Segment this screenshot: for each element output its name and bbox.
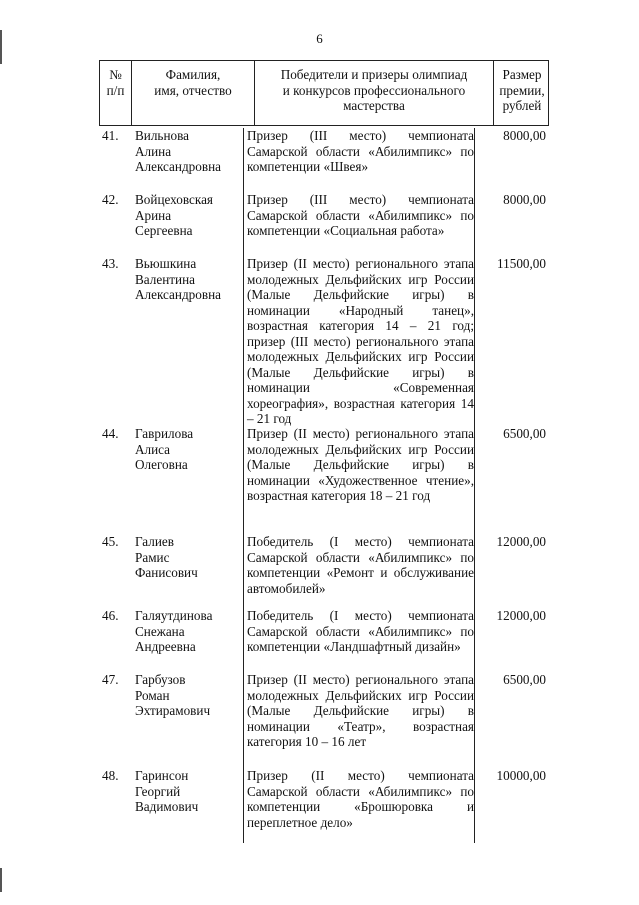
row-achievement-cell	[243, 672, 475, 768]
row-amount: 12000,00	[496, 608, 546, 623]
row-number: 43.	[102, 256, 119, 271]
scan-edge-mark	[0, 30, 2, 64]
row-achievement: Победитель (I место) чемпионата Самарской области «Абилимпикс» по компетенции «Ландшафтный дизайн»	[247, 608, 474, 654]
row-amount: 12000,00	[496, 534, 546, 549]
row-achievement-cell	[243, 768, 475, 843]
scan-edge-mark	[0, 868, 2, 892]
row-name: Галиев Рамис Фанисович	[135, 534, 198, 580]
row-amount: 6500,00	[503, 426, 546, 441]
row-number: 42.	[102, 192, 119, 207]
row-amount: 10000,00	[496, 768, 546, 783]
row-achievement: Призер (III место) чемпионата Самарской области «Абилимпикс» по компетенции «Социальная работа»	[247, 192, 474, 238]
row-number: 44.	[102, 426, 119, 441]
row-achievement-cell	[243, 192, 475, 256]
row-achievement-cell	[243, 426, 475, 534]
row-name: Галяутдинова Снежана Андреевна	[135, 608, 213, 654]
row-amount: 8000,00	[503, 192, 546, 207]
table-header	[99, 60, 549, 126]
row-name: Войцеховская Арина Сергеевна	[135, 192, 213, 238]
row-number: 46.	[102, 608, 119, 623]
header-achievement: Победители и призеры олимпиад и конкурсов профессионального мастерства	[255, 61, 494, 125]
row-achievement-cell	[243, 608, 475, 672]
page-number: 6	[316, 31, 323, 46]
row-amount: 11500,00	[497, 256, 546, 271]
header-number: № п/п	[100, 61, 132, 125]
row-achievement-cell	[243, 256, 475, 426]
row-number: 41.	[102, 128, 119, 143]
row-achievement: Призер (II место) регионального этапа молодежных Дельфийских игр России (Малые Дельфийские игры) в номинации «Театр», возрастная категория 10 – 16 лет	[247, 672, 474, 749]
row-achievement: Призер (II место) чемпионата Самарской области «Абилимпикс» по компетенции «Брошюровка и переплетное дело»	[247, 768, 474, 830]
row-amount: 8000,00	[503, 128, 546, 143]
row-number: 45.	[102, 534, 119, 549]
row-number: 47.	[102, 672, 119, 687]
row-achievement: Призер (II место) регионального этапа молодежных Дельфийских игр России (Малые Дельфийские игры) в номинации «Народный танец», возрастная категория 14 – 21 год; призер (III место) регионального этапа молодежных Дельфийских игр России (Малые Дельфийские игры) в номинации «Современная хореография», возрастная категория 14 – 21 год	[247, 256, 474, 426]
header-name: Фамилия, имя, отчество	[132, 61, 255, 125]
row-name: Гаринсон Георгий Вадимович	[135, 768, 199, 814]
row-amount: 6500,00	[503, 672, 546, 687]
row-name: Вьюшкина Валентина Александровна	[135, 256, 221, 302]
row-achievement: Победитель (I место) чемпионата Самарской области «Абилимпикс» по компетенции «Ремонт и обслуживание автомобилей»	[247, 534, 474, 596]
row-achievement-cell	[243, 534, 475, 608]
row-name: Гаврилова Алиса Олеговна	[135, 426, 194, 472]
row-name: Вильнова Алина Александровна	[135, 128, 221, 174]
row-number: 48.	[102, 768, 119, 783]
row-name: Гарбузов Роман Эхтирамович	[135, 672, 211, 718]
row-achievement: Призер (III место) чемпионата Самарской области «Абилимпикс» по компетенции «Швея»	[247, 128, 474, 174]
header-amount: Размер премии, рублей	[499, 67, 545, 113]
row-achievement: Призер (II место) регионального этапа молодежных Дельфийских игр России (Малые Дельфийские игры) в номинации «Художественное чтение», возрастная категория 18 – 21 год	[247, 426, 474, 503]
row-achievement-cell	[243, 128, 475, 192]
